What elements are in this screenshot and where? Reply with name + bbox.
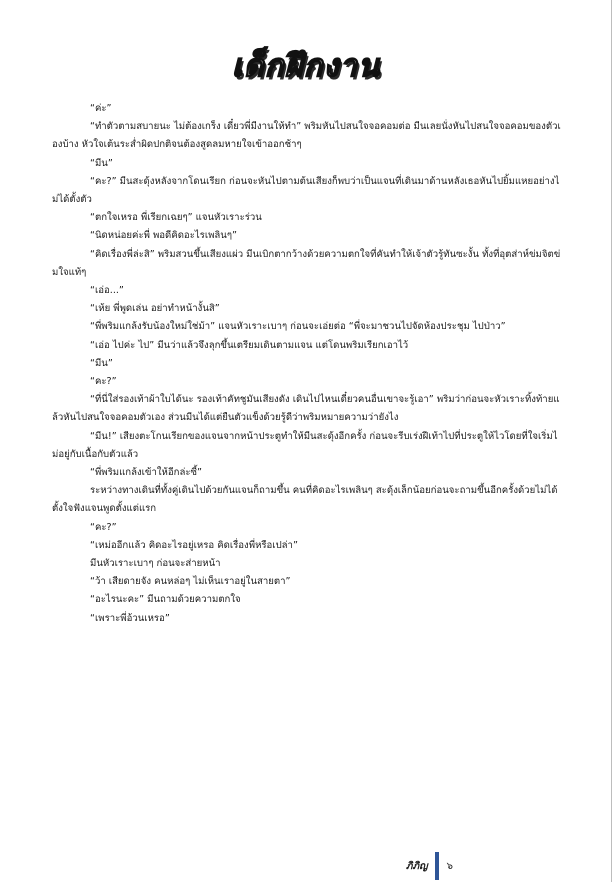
paragraph: “พี่พริมแกล้งรับน้องใหม่ใช่ม้า” แจนหัวเราะเบาๆ ก่อนจะเอ่ยต่อ “พี่จะมาชวนไปจัดห้องประชุม ไปป่าว” bbox=[90, 321, 506, 333]
paragraph: “คะ?” bbox=[90, 521, 117, 533]
paragraph: “มีน” bbox=[90, 157, 113, 169]
page-number: ๖ bbox=[446, 860, 453, 872]
paragraph: ระหว่างทางเดินที่ทั้งคู่เดินไปด้วยกันแจนก็ถามขึ้น คนที่คิดอะไรเพลินๆ สะดุ้งเล็กน้อยก่อนจะถามขึ้นอีกครั้งด้วยไม่ได้ตั้งใจฟังแจนพูดตั้งแต่แรก bbox=[52, 485, 558, 515]
paragraph: “ที่นี่ใส่รองเท้าผ้าใบได้นะ รองเท้าคัทชูมันเสียงดัง เดินไปไหนเดี๋ยวคนอื่นเขาจะรู้เอา” พริมว่าก่อนจะหัวเราะทิ้งท้ายแล้วหันไปสนใจจอคอมตัวเอง ส่วนมีนได้แต่ยืนตัวแข็งด้วยรู้ดีว่าพริมหมายความว่ายังไง bbox=[52, 394, 560, 424]
page-title: เด็กฝึกงาน bbox=[231, 48, 381, 84]
paragraph: “ทำตัวตามสบายนะ ไม่ต้องเกร็ง เดี๋ยวพี่มีงานให้ทำ” พริมหันไปสนใจจอคอมต่อ มีนเลยนั่งหันไปสนใจจอคอมของตัวเองบ้าง หัวใจเต้นระส่ำผิดปกติจนต้องสูดลมหายใจเข้าออกช้าๆ bbox=[52, 121, 561, 151]
paragraph: “ค่ะ” bbox=[90, 103, 112, 114]
paragraph: มีนหัวเราะเบาๆ ก่อนจะส่ายหน้า bbox=[90, 558, 221, 570]
paragraph: “เห้ย พี่พูดเล่น อย่าทำหน้างั้นสิ” bbox=[90, 303, 220, 315]
paragraph: “คิดเรื่องพี่ล่ะสิ” พริมสวนขึ้นเสียงแผ่ว มีนเบิกตากว้างด้วยความตกใจที่คันทำให้เจ้าตัวรู้ทันซะงั้น ทั้งที่อุตส่าห์ข่มจิตข่มใจแท้ๆ bbox=[52, 248, 561, 278]
paragraph: “เหม่ออีกแล้ว คิดอะไรอยู่เหรอ คิดเรื่องพี่หรือเปล่า” bbox=[90, 539, 298, 551]
body-text bbox=[52, 100, 562, 628]
paragraph: “มีน” bbox=[90, 357, 113, 369]
paragraph: “เอ่อ...” bbox=[90, 285, 124, 297]
paragraph: “นิดหน่อยค่ะพี่ พอดีคิดอะไรเพลินๆ” bbox=[90, 230, 237, 242]
paragraph: “อะไรนะคะ” มีนถามด้วยความตกใจ bbox=[90, 594, 241, 606]
paragraph: “พี่พริมแกล้งเข้าให้อีกล่ะซี้” bbox=[90, 467, 202, 479]
paragraph: “ว้า เสียดายจัง คนหล่อๆ ไม่เห็นเราอยู่ในสายตา” bbox=[90, 576, 291, 588]
page-footer bbox=[406, 852, 453, 880]
paragraph: “มีน!” เสียงตะโกนเรียกของแจนจากหน้าประตูทำให้มีนสะดุ้งอีกครั้ง ก่อนจะรีบเร่งฝีเท้าไปที่ประตูให้ไวโดยที่ใจเริ่มไม่อยู่กับเนื้อกับตัวแล้ว bbox=[52, 430, 558, 460]
paragraph: “เอ่อ ไปค่ะ ไป” มีนว่าแล้วจึงลุกขึ้นเตรียมเดินตามแจน แต่โดนพริมเรียกเอาไว้ bbox=[90, 339, 409, 351]
paragraph: “คะ?” bbox=[90, 376, 117, 388]
footer-author: ภิภิญ bbox=[405, 860, 428, 872]
footer-divider bbox=[435, 852, 439, 880]
paragraph: “ตกใจเหรอ พี่เรียกเฉยๆ” แจนหัวเราะร่วน bbox=[90, 212, 262, 224]
paragraph: “เพราะพี่อ้วนเหรอ” bbox=[90, 612, 170, 624]
paragraph: “คะ?” มีนสะดุ้งหลังจากโดนเรียก ก่อนจะหันไปตามต้นเสียงก็พบว่าเป็นแจนที่เดินมาด้านหลังเธอหันไปยิ้มแหยอย่างไม่ได้ตั้งตัว bbox=[52, 175, 560, 206]
